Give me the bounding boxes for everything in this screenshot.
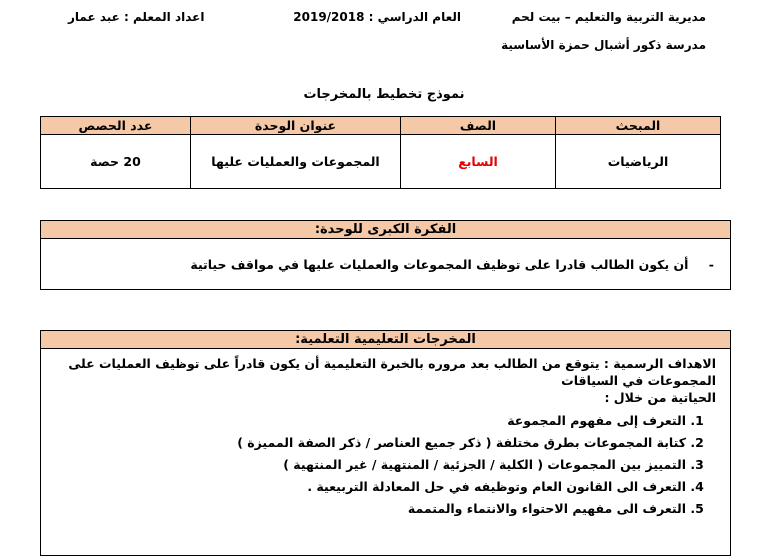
- outcomes-box: [40, 330, 731, 556]
- value-periods: 20 حصة: [41, 135, 191, 189]
- outcomes-list: [49, 410, 716, 520]
- big-idea-box: [40, 220, 731, 290]
- header-grade: الصف: [401, 117, 556, 135]
- school-name: مدرسة ذكور أشبال حمزة الأساسية: [501, 38, 706, 52]
- list-item: 5. التعرف الى مفهيم الاحتواء والانتماء والمتممة: [49, 498, 686, 520]
- list-item: 2. كتابة المجموعات بطرق مختلفة ( ذكر جميع العناصر / ذكر الصفة المميزة ): [49, 432, 686, 454]
- outcomes-intro-line1: الاهداف الرسمية : يتوقع من الطالب بعد مروره بالخبرة التعليمية أن يكون قادراً على توظيف العمليات على المجموعات في السياقات: [68, 356, 716, 388]
- directorate-name: مديرية التربية والتعليم – بيت لحم: [511, 10, 706, 24]
- outcomes-intro-line2: الحياتية من خلال :: [604, 390, 716, 405]
- outcomes-title: المخرجات التعليمية التعلمية:: [41, 331, 731, 349]
- list-item: 4. التعرف الى القانون العام وتوظيفه في حل المعادلة التربيعية .: [49, 476, 686, 498]
- header-subject: المبحث: [556, 117, 721, 135]
- big-idea-body: [41, 239, 731, 290]
- form-title: نموذج تخطيط بالمخرجات: [303, 87, 465, 102]
- value-grade: السابع: [401, 135, 556, 189]
- academic-year: العام الدراسي : 2019/2018: [293, 10, 461, 24]
- big-idea-text: أن يكون الطالب قادرا على توظيف المجموعات والعمليات عليها في مواقف حياتية: [190, 256, 689, 272]
- teacher-name: اعداد المعلم : عبد عمار: [68, 10, 205, 24]
- big-idea-title: الفكرة الكبرى للوحدة:: [41, 221, 731, 239]
- list-item: 3. التمييز بين المجموعات ( الكلية / الجزئية / المنتهية / غير المنتهية ): [49, 454, 686, 476]
- value-unit: المجموعات والعمليات عليها: [191, 135, 401, 189]
- bullet-dash: -: [708, 256, 714, 272]
- list-item: 1. التعرف إلى مفهوم المجموعة: [49, 410, 686, 432]
- header-periods: عدد الحصص: [41, 117, 191, 135]
- value-subject: الرياضيات: [556, 135, 721, 189]
- info-table: [40, 116, 721, 189]
- outcomes-body: [41, 349, 731, 556]
- header-unit: عنوان الوحدة: [191, 117, 401, 135]
